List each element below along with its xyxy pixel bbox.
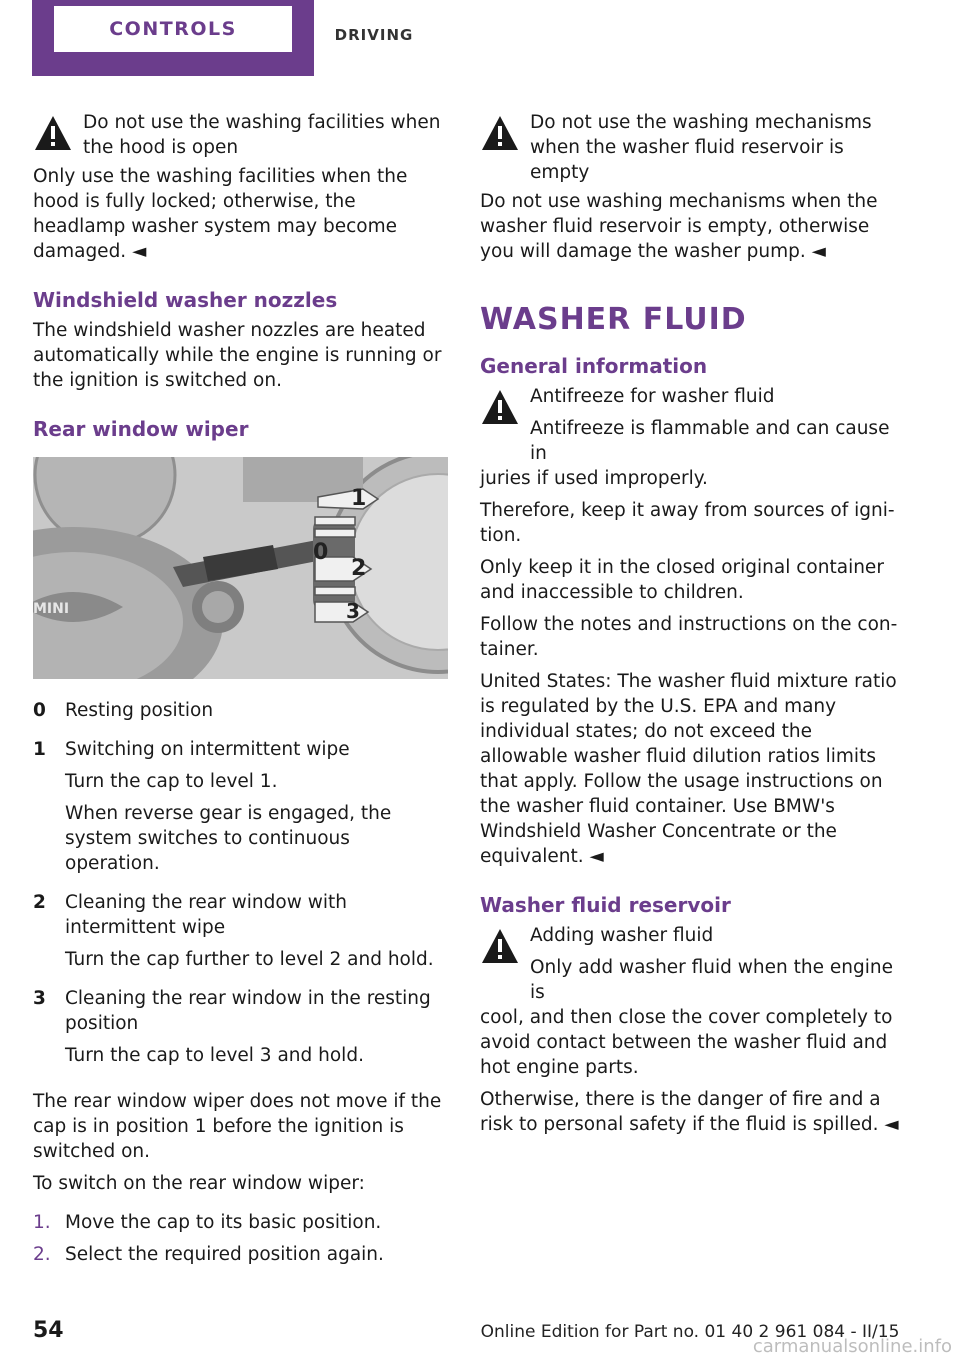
tab-driving[interactable]: DRIVING [334,26,414,44]
item-number: 1 [33,739,46,760]
heading-windshield-washer-nozzles: Windshield washer nozzles [33,288,338,312]
item-text: When reverse gear is engaged, the system switches to continuous operation. [65,803,392,874]
left-column [33,110,448,1274]
item-text: Turn the cap to level 1. [65,771,278,792]
item-text: Resting position [65,700,214,721]
rear-wiper-figure [33,457,448,679]
warning-title-line1: Do not use the washing facilities when [83,112,441,133]
figure-label-0: 0 [313,540,329,565]
warning-title: Antifreeze for washer fluid [530,386,775,407]
warning-text-line1: Antifreeze is flammable and can cause in [530,418,890,464]
right-column [480,110,900,1144]
item-number: 2 [33,892,46,913]
list-item [33,1210,448,1235]
heading-general-information: General information [480,354,708,378]
general-para: Therefore, keep it away from sources of ignition. [480,500,895,546]
warning-title: Adding washer fluid [530,925,714,946]
item-text: Cleaning the rear window in the resting position [65,988,431,1034]
item-text: Turn the cap to level 3 and hold. [65,1045,364,1066]
step-text: Select the required position again. [65,1244,384,1265]
figure-logo: MINI [33,601,70,617]
position-list [33,698,448,1075]
heading-washer-fluid-reservoir: Washer fluid reservoir [480,893,731,917]
warning-text: Do not use washing mechanisms when the washer fluid reservoir is empty, otherwise you will damage the washer pump. ◄ [480,191,878,262]
figure-label-2: 2 [351,556,367,581]
warning-text-line1: Only add washer fluid when the engine is [530,957,893,1003]
item-text: Switching on intermittent wipe [65,739,350,760]
step-number: 2. [33,1244,51,1265]
warning-icon [480,388,520,426]
warning-hood-open [33,110,448,264]
reservoir-para: Otherwise, there is the danger of fire and a risk to personal safety if the fluid is spilled. ◄ [480,1089,899,1135]
list-item [33,890,448,979]
figure-label-1: 1 [351,486,367,511]
warning-icon [33,114,73,152]
warning-title-line2: the hood is open [83,137,239,158]
warning-text-rest: juries if used improperly. [480,468,708,489]
nozzles-text: The windshield washer nozzles are heated automatically while the engine is running or the ignition is switched on. [33,320,442,391]
steps-list [33,1210,448,1267]
warning-antifreeze [480,384,900,491]
tab-controls[interactable] [32,0,314,76]
switch-on-intro: To switch on the rear window wiper: [33,1173,365,1194]
figure-label-3: 3 [346,599,360,623]
watermark: carmanualsonline.info [752,1336,952,1357]
warning-reservoir-empty [480,110,900,264]
item-number: 0 [33,700,46,721]
warning-text: Only use the washing facilities when the hood is fully locked; otherwise, the headlamp washer system may become damaged. ◄ [33,166,408,262]
heading-washer-fluid: WASHER FLUID [480,302,747,337]
warning-adding-fluid [480,923,900,1080]
item-text: Cleaning the rear window with intermittent wipe [65,892,347,938]
general-para: United States: The washer fluid mixture ratio is regulated by the U.S. EPA and many individual states; do not exceed the allowable washer fluid dilution ratios limits that apply. Follow the usage instructions on the washer fluid container. Use BMW's Windshield Washer Concentrate or the equivalent. ◄ [480,671,897,867]
item-number: 3 [33,988,46,1009]
header-tabs [32,0,434,76]
list-item [33,1242,448,1267]
page-number: 54 [33,1318,64,1343]
warning-icon [480,927,520,965]
step-number: 1. [33,1212,51,1233]
warning-title-line2: when the washer fluid reservoir is empty [530,137,844,183]
list-item [33,698,448,730]
item-text: Turn the cap further to level 2 and hold. [65,949,434,970]
tab-controls-label: CONTROLS [54,6,292,52]
step-text: Move the cap to its basic position. [65,1212,382,1233]
rear-wiper-note: The rear window wiper does not move if the cap is in position 1 before the ignition is switched on. [33,1091,442,1162]
warning-text-rest: cool, and then close the cover completely to avoid contact between the washer fluid and hot engine parts. [480,1007,893,1078]
edition-footer: Online Edition for Part no. 01 40 2 961 084 - II/15 [480,1322,900,1342]
general-para: Only keep it in the closed original container and inaccessible to children. [480,557,884,603]
list-item [33,986,448,1075]
warning-icon [480,114,520,152]
list-item [33,737,448,883]
general-para: Follow the notes and instructions on the container. [480,614,898,660]
heading-rear-window-wiper: Rear window wiper [33,417,249,441]
warning-title-line1: Do not use the washing mechanisms [530,112,872,133]
